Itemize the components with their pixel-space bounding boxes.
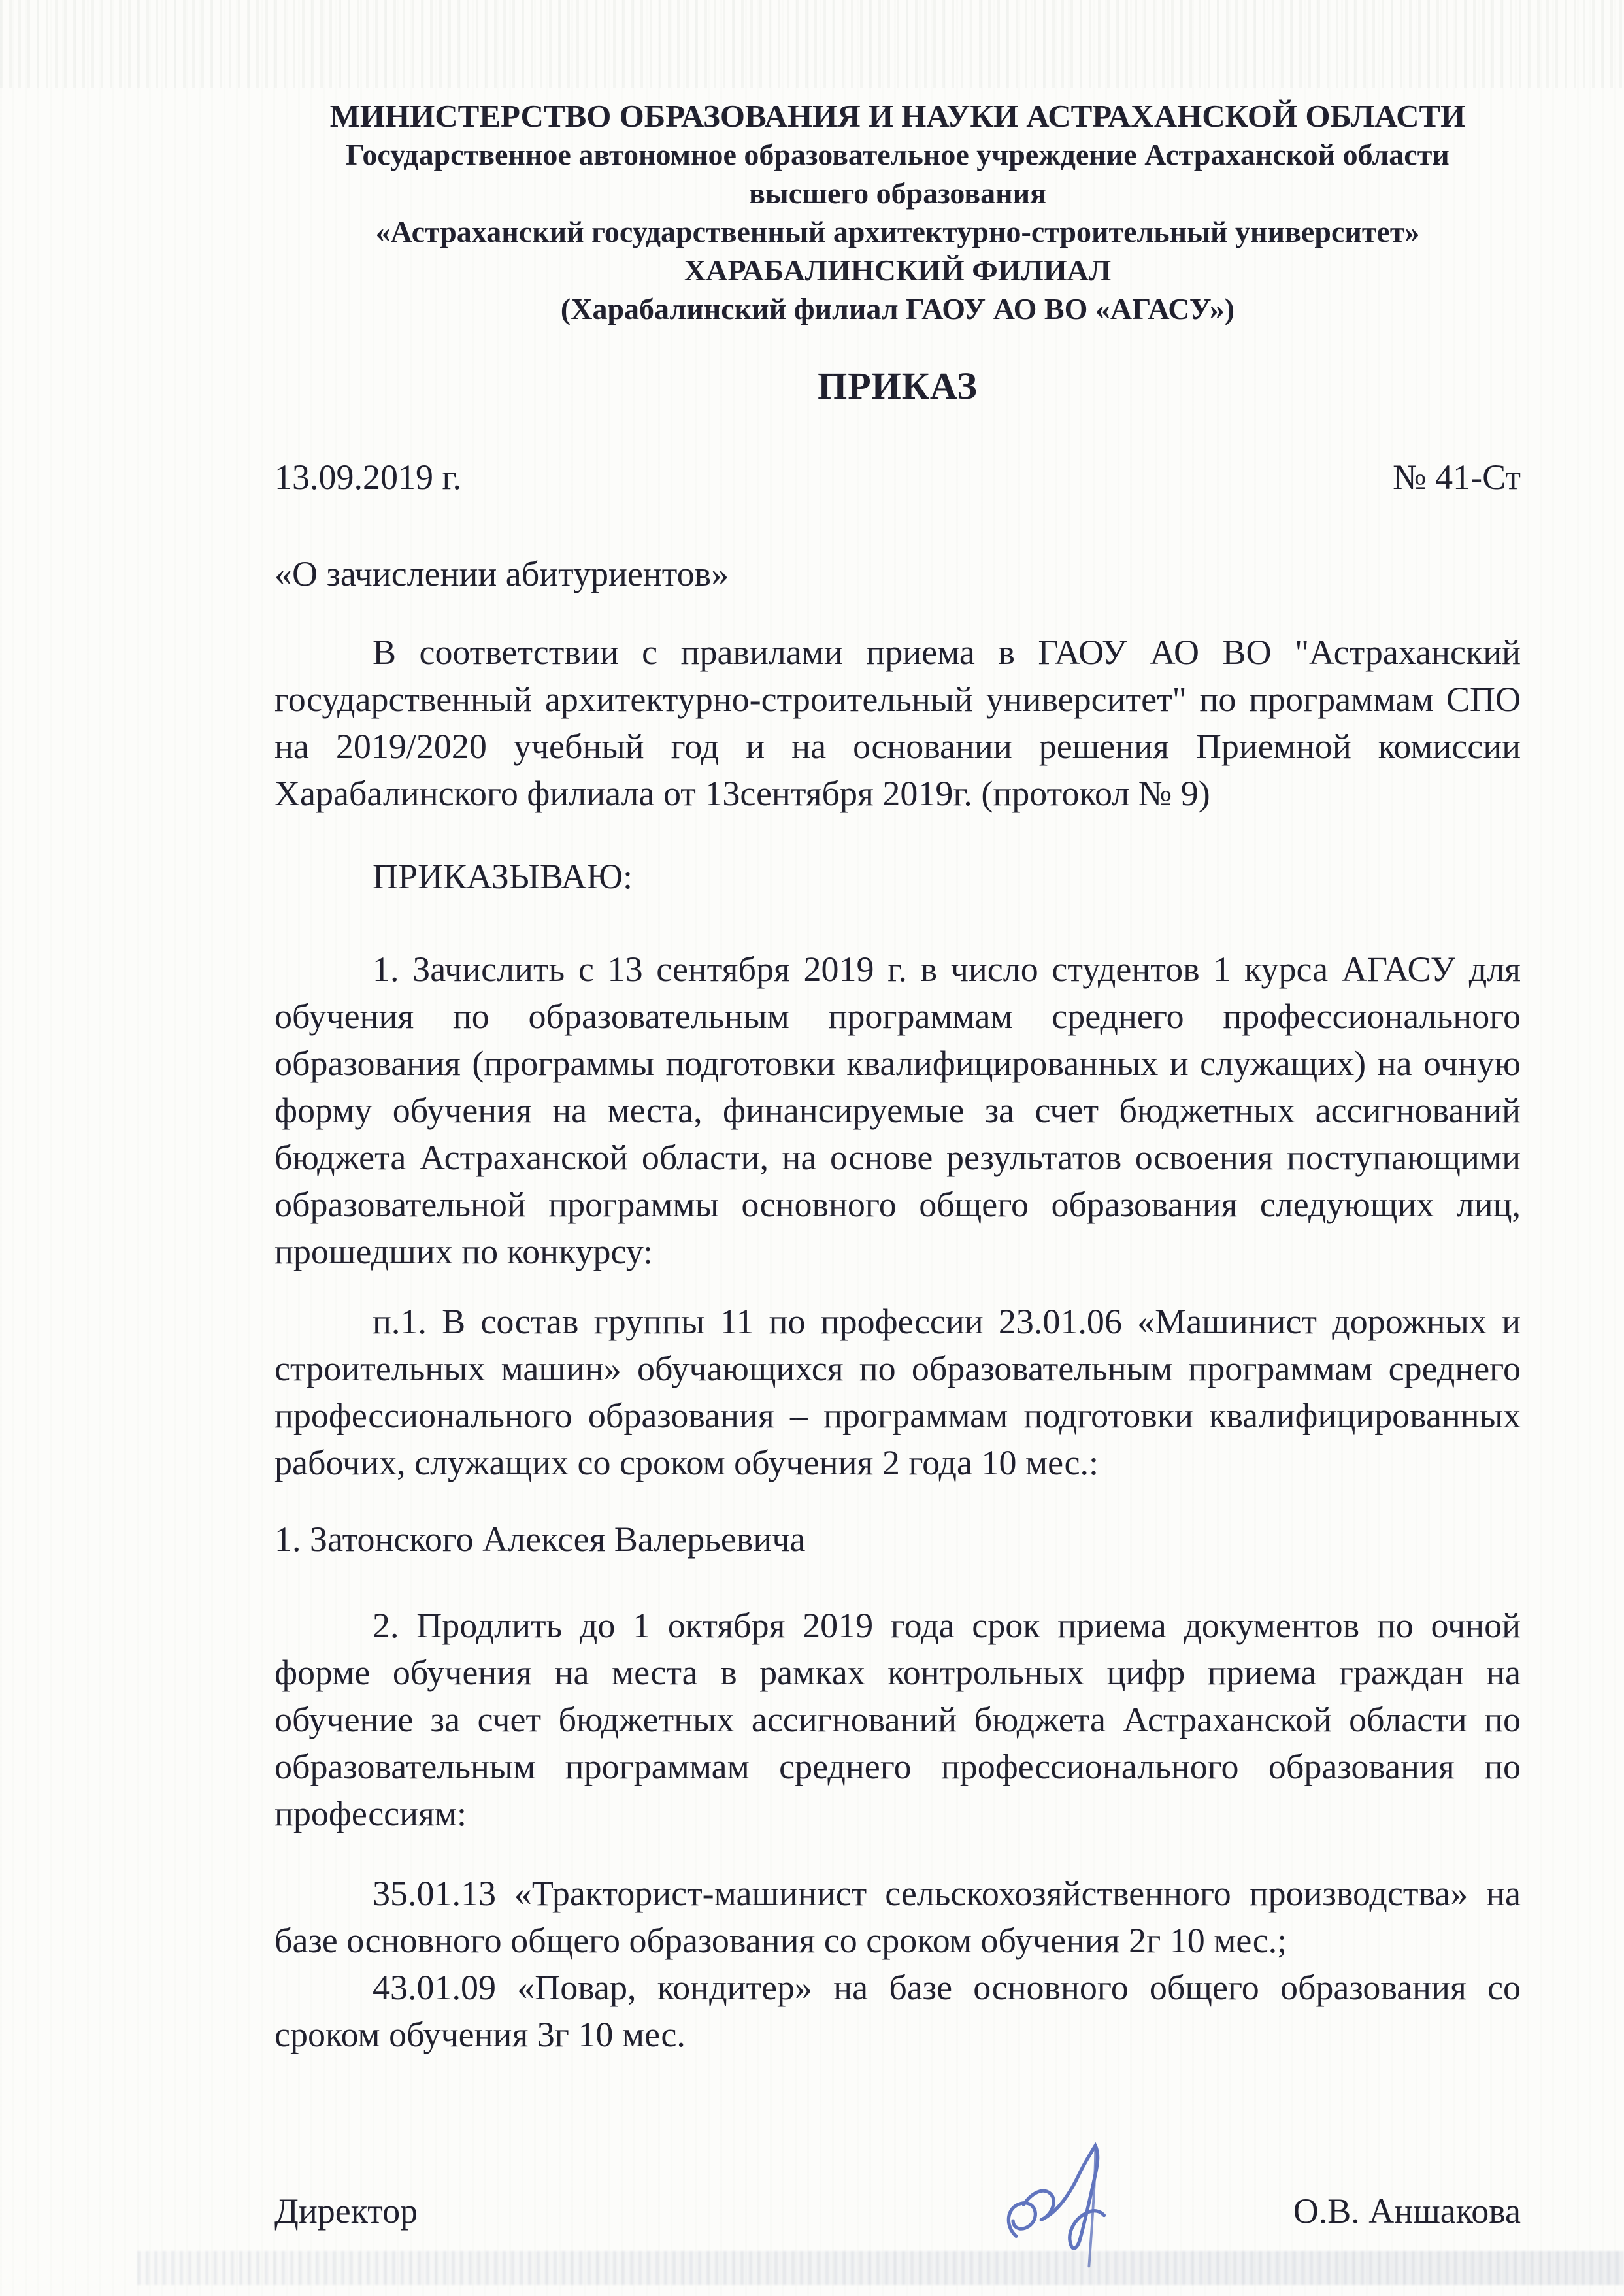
signer-role: Директор [274, 2191, 418, 2231]
institution-line: Государственное автономное образовательное учреждение Астраханской области [346, 138, 1450, 171]
education-level-line: высшего образования [748, 176, 1047, 210]
signature-block [274, 2189, 1521, 2233]
order-subject: «О зачислении абитуриентов» [274, 554, 729, 593]
order-meta-row [274, 455, 1521, 499]
order-point-2: 2. Продлить до 1 октября 2019 года срок приема документов по очной форме обучения на места в рамках контрольных цифр приема граждан на обучение за счет бюджетных ассигнований бюджета Астраханской области по образовательным программам среднего профессионального образования по профессиям: [274, 1606, 1521, 1833]
branch-short-name-line: (Харабалинский филиал ГАОУ АО ВО «АГАСУ») [560, 292, 1235, 325]
scan-artifact-top [0, 0, 1624, 88]
profession-item-2: 43.01.09 «Повар, кондитер» на базе основного общего образования со сроком обучения 3г 10 мес. [274, 1968, 1521, 2054]
director-signature-icon [997, 2138, 1161, 2282]
profession-item-1: 35.01.13 «Тракторист-машинист сельскохозяйственного производства» на базе основного общего образования со сроком обучения 2г 10 мес.; [274, 1874, 1521, 1960]
enrolled-student-line: 1. Затонского Алексея Валерьевича [274, 1520, 806, 1559]
signer-name: О.В. Аншакова [1293, 2191, 1521, 2231]
university-name-line: «Астраханский государственный архитектурно-строительный университет» [375, 215, 1420, 248]
document-type-title: ПРИКАЗ [818, 365, 978, 407]
preamble-paragraph: В соответствии с правилами приема в ГАОУ АО ВО "Астраханский государственный архитектурно-строительный университет" по программам СПО на 2019/2020 учебный год и на основании решения Приемной комиссии Харабалинского филиала от 13сентября 2019г. (протокол № 9) [274, 633, 1521, 813]
branch-name-line: ХАРАБАЛИНСКИЙ ФИЛИАЛ [684, 254, 1112, 287]
ministry-line: МИНИСТЕРСТВО ОБРАЗОВАНИЯ И НАУКИ АСТРАХАНСКОЙ ОБЛАСТИ [329, 98, 1466, 134]
professions-list [274, 1870, 1521, 2058]
letterhead [274, 97, 1521, 328]
directive-word: ПРИКАЗЫВАЮ: [373, 857, 633, 896]
order-date: 13.09.2019 г. [274, 458, 462, 497]
order-number: № 41-Ст [1393, 458, 1521, 497]
order-point-1-sub: п.1. В состав группы 11 по профессии 23.01.06 «Машинист дорожных и строительных машин» обучающихся по образовательным программам среднего профессионального образования – программам подготовки квалифицированных рабочих, служащих со сроком обучения 2 года 10 мес.: [274, 1302, 1521, 1482]
scan-artifact-bottom [137, 2251, 1624, 2285]
order-point-1: 1. Зачислить с 13 сентября 2019 г. в число студентов 1 курса АГАСУ для обучения по образовательным программам среднего профессионального образования (программы подготовки квалифицированных и служащих) на очную форму обучения на места, финансируемые за счет бюджетных ассигнований бюджета Астраханской области, на основе результатов освоения поступающими образовательной программы основного общего образования следующих лиц, прошедших по конкурсу: [274, 950, 1521, 1271]
